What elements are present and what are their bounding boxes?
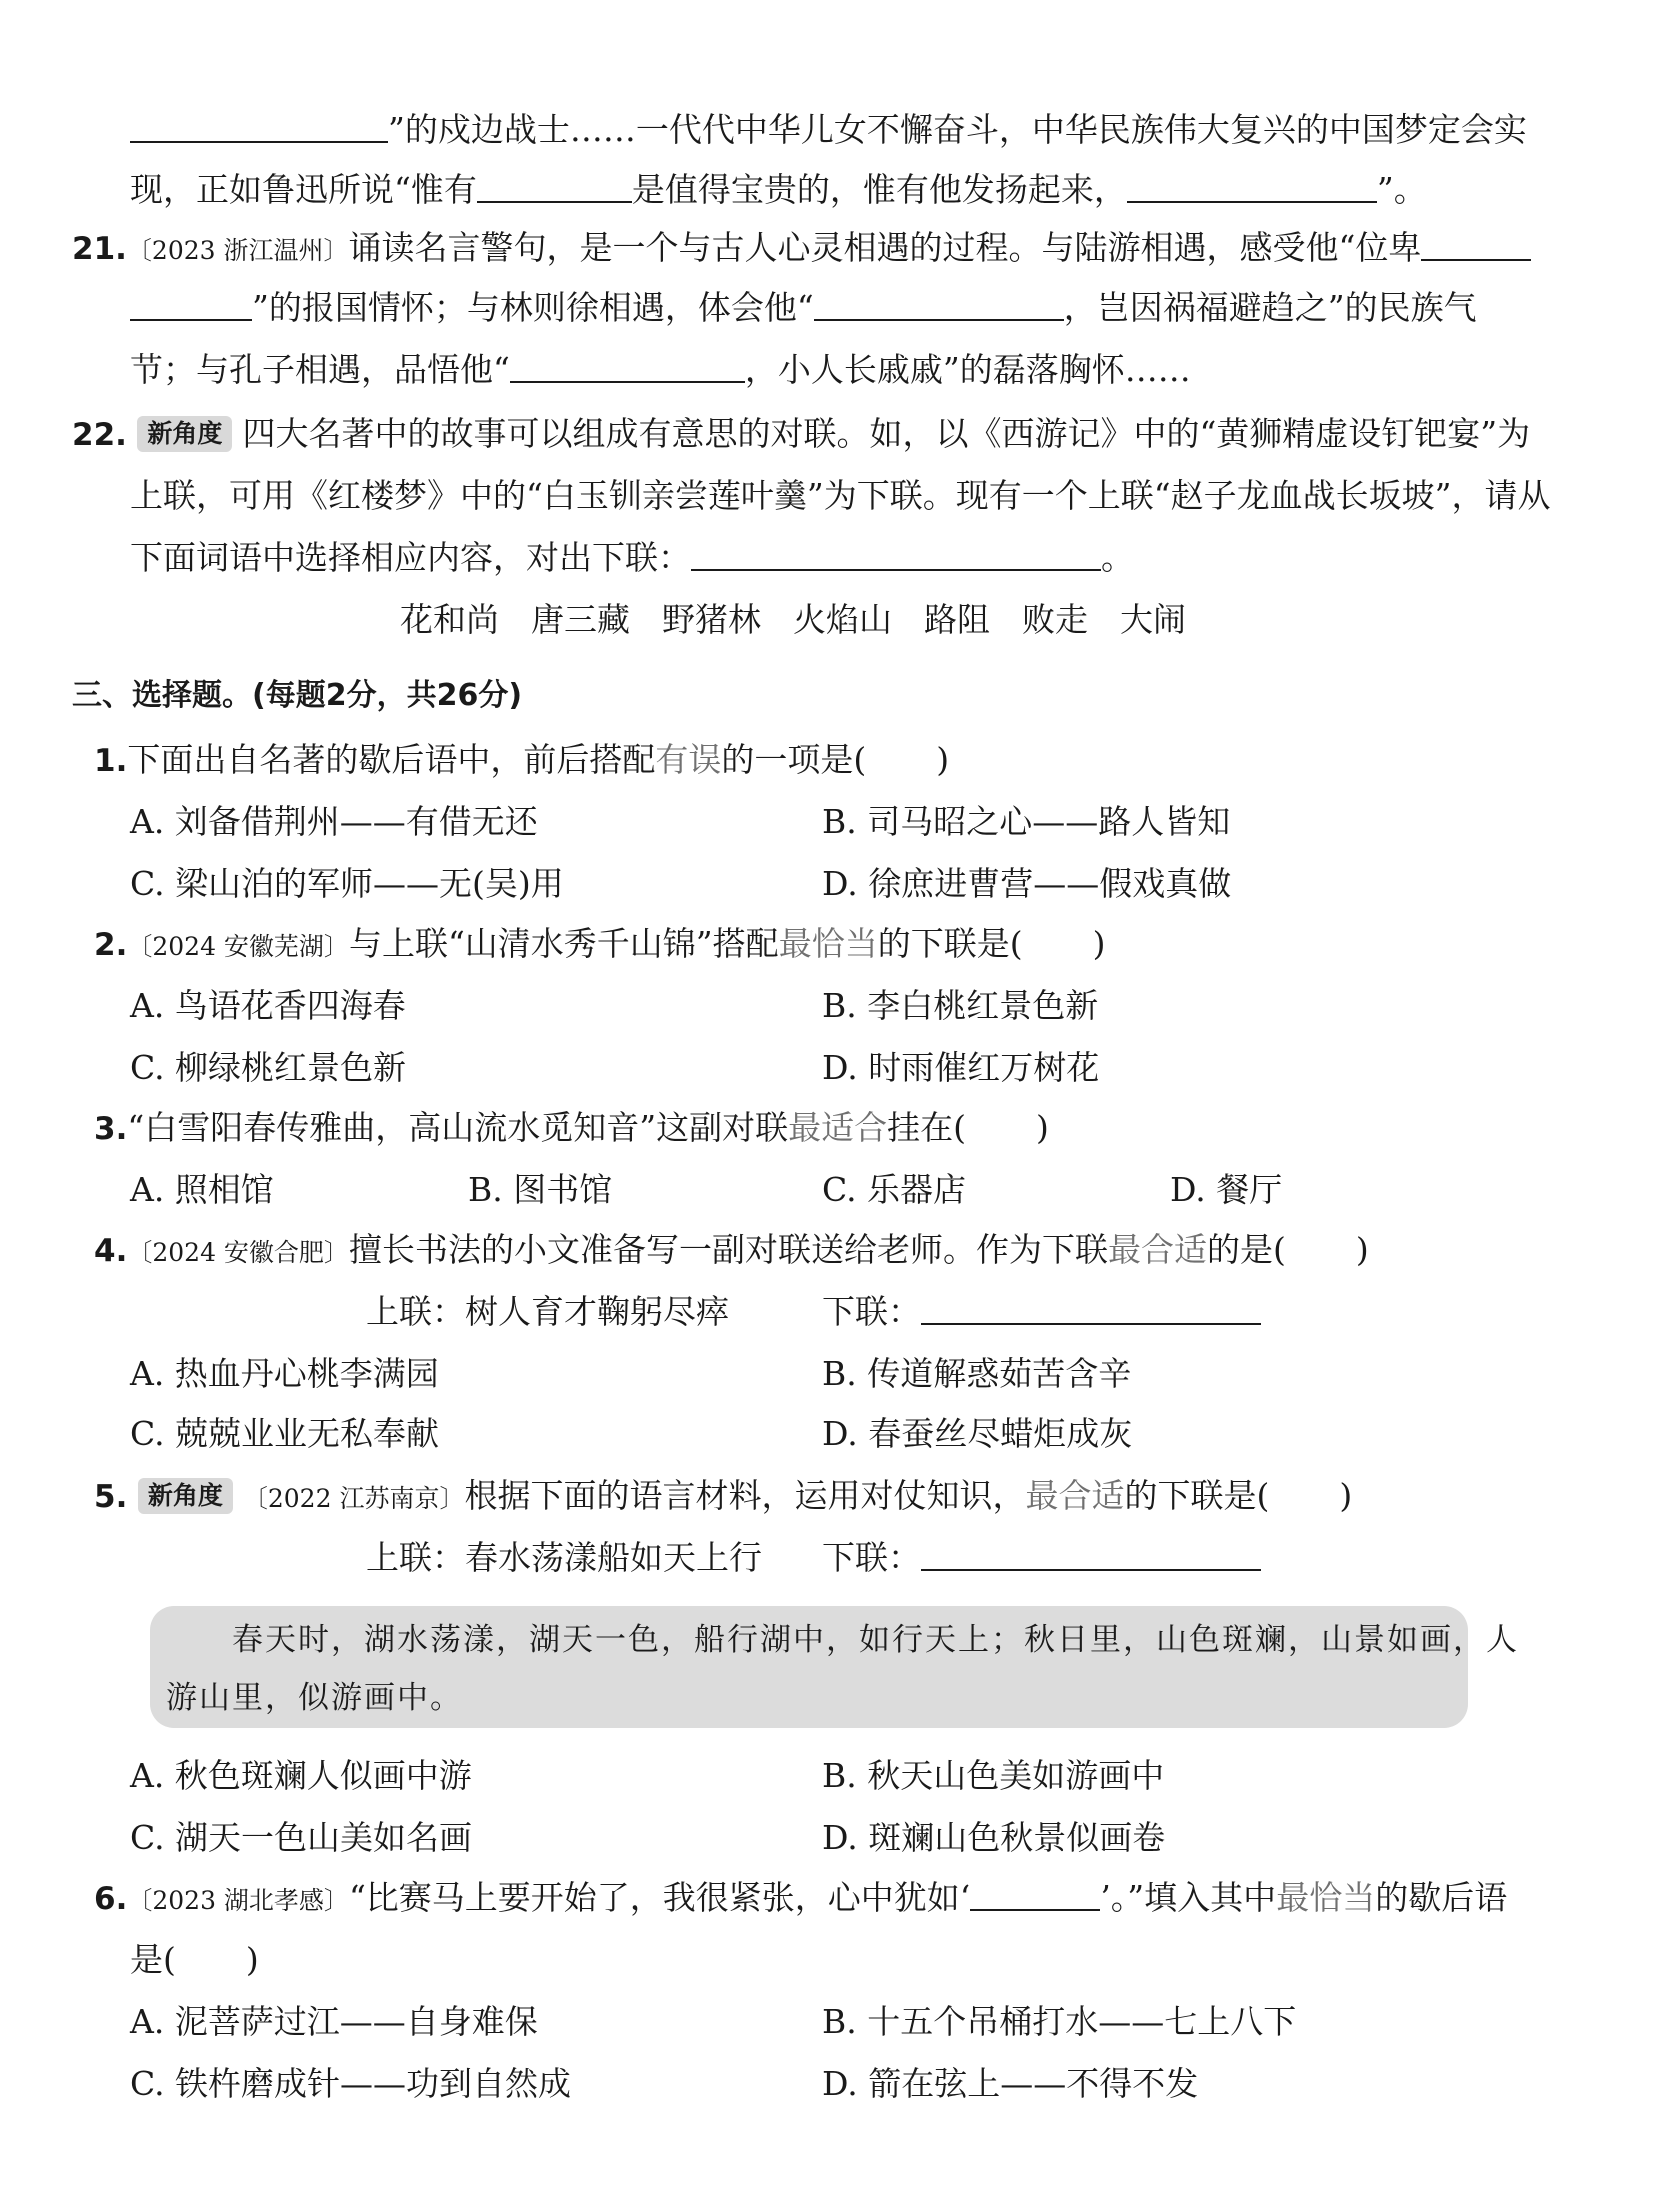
- c1-option-d[interactable]: D. 徐庶进曹营——假戏真做: [822, 864, 1232, 903]
- q22-line-2: 上联，可用《红楼梦》中的“白玉钏亲尝莲叶羹”为下联。现有一个上联“赵子龙血战长坂坡”，请从: [130, 476, 1551, 515]
- c3-number: 3.: [94, 1111, 128, 1147]
- c2-option-d[interactable]: D. 时雨催红万树花: [822, 1048, 1100, 1087]
- c6-blank: [970, 1875, 1100, 1911]
- c4-stem: 4.〔2024 安徽合肥〕擅长书法的小文准备写一副对联送给老师。作为下联最合适的是( ): [94, 1230, 1369, 1269]
- c1-option-b[interactable]: B. 司马昭之心——路人皆知: [822, 802, 1231, 841]
- c5-option-a[interactable]: A. 秋色斑斓人似画中游: [130, 1756, 472, 1795]
- c2-source: 〔2024 安徽芜湖〕: [127, 932, 349, 961]
- c4-option-d[interactable]: D. 春蚕丝尽蜡炬成灰: [822, 1414, 1133, 1453]
- c1-option-c[interactable]: C. 梁山泊的军师——无(吴)用: [130, 864, 564, 903]
- q22-number: 22.: [72, 417, 127, 453]
- q21-line-2: ”的报国情怀；与林则徐相遇，体会他“ ，岂因祸福避趋之”的民族气: [130, 284, 1477, 332]
- q22-line-1: 22. 新角度 四大名著中的故事可以组成有意思的对联。如，以《西游记》中的“黄狮精虚设钉钯宴”为: [72, 414, 1531, 453]
- c5-upper-couplet: 上联：春水荡漾船如天上行: [366, 1538, 762, 1577]
- c5-source: 〔2022 江苏南京〕: [242, 1484, 465, 1513]
- material-line-2: 游山里，似游画中。: [166, 1680, 463, 1716]
- c4-upper-couplet: 上联：树人育才鞠躬尽瘁: [366, 1292, 729, 1331]
- c3-option-c[interactable]: C. 乐器店: [822, 1170, 967, 1209]
- blank-top-1: [130, 107, 388, 143]
- c4-lower-blank: [921, 1289, 1261, 1325]
- c5-option-d[interactable]: D. 斑斓山色秋景似画卷: [822, 1818, 1166, 1857]
- c3-option-a[interactable]: A. 照相馆: [130, 1170, 274, 1209]
- c6-source: 〔2023 湖北孝感〕: [127, 1886, 349, 1915]
- c2-option-b[interactable]: B. 李白桃红景色新: [822, 986, 1099, 1025]
- c5-option-b[interactable]: B. 秋天山色美如游画中: [822, 1756, 1165, 1795]
- word-item: 花和尚: [400, 600, 499, 639]
- c3-stem: 3.“白雪阳春传雅曲，高山流水觅知音”这副对联最适合挂在( ): [94, 1108, 1049, 1147]
- c3-option-d[interactable]: D. 餐厅: [1170, 1170, 1283, 1209]
- word-item: 路阻: [924, 600, 990, 639]
- material-line-1: 春天时，湖水荡漾，湖天一色，船行湖中，如行天上；秋日里，山色斑斓，山景如画，人: [232, 1622, 1519, 1658]
- blank-top-2: [477, 167, 632, 203]
- c1-option-a[interactable]: A. 刘备借荆州——有借无还: [130, 802, 538, 841]
- q22-word-bank: [400, 596, 1218, 644]
- top-line-2: 现，正如鲁迅所说“惟有 是值得宝贵的，惟有他发扬起来， ”。: [130, 166, 1427, 214]
- c4-source: 〔2024 安徽合肥〕: [127, 1238, 349, 1267]
- c2-option-a[interactable]: A. 鸟语花香四海春: [130, 986, 406, 1025]
- c4-option-a[interactable]: A. 热血丹心桃李满园: [130, 1354, 439, 1393]
- word-item: 野猪林: [662, 600, 761, 639]
- word-item: 败走: [1022, 600, 1088, 639]
- c2-stem: 2.〔2024 安徽芜湖〕与上联“山清水秀千山锦”搭配最恰当的下联是( ): [94, 924, 1106, 963]
- word-item: 火焰山: [793, 600, 892, 639]
- c6-option-b[interactable]: B. 十五个吊桶打水——七上八下: [822, 2002, 1297, 2041]
- c6-number: 6.: [94, 1881, 128, 1917]
- c2-option-c[interactable]: C. 柳绿桃红景色新: [130, 1048, 407, 1087]
- q21-blank-1b: [130, 285, 252, 321]
- q21-blank-2: [814, 285, 1064, 321]
- q22-line-3: 下面词语中选择相应内容，对出下联： 。: [130, 534, 1134, 582]
- c6-option-d[interactable]: D. 箭在弦上——不得不发: [822, 2064, 1199, 2103]
- q21-source: 〔2023 浙江温州〕: [126, 236, 349, 265]
- c3-option-b[interactable]: B. 图书馆: [468, 1170, 613, 1209]
- c6-stem-1: 6.〔2023 湖北孝感〕“比赛马上要开始了，我很紧张，心中犹如‘ ’。”填入其中最恰当的歇后语: [94, 1874, 1507, 1925]
- c4-option-c[interactable]: C. 兢兢业业无私奉献: [130, 1414, 440, 1453]
- word-item: 大闹: [1120, 600, 1186, 639]
- c4-number: 4.: [94, 1233, 128, 1269]
- q21-line-3: 节；与孔子相遇，品悟他“ ，小人长戚戚”的磊落胸怀……: [130, 346, 1191, 394]
- c5-lower-couplet: 下联：: [822, 1534, 1261, 1582]
- word-item: 唐三藏: [531, 600, 630, 639]
- c6-stem-2: 是( ): [130, 1940, 259, 1979]
- new-angle-tag: 新角度: [138, 1478, 233, 1514]
- q21-blank-1a: [1421, 225, 1531, 261]
- new-angle-tag: 新角度: [137, 416, 232, 452]
- c4-option-b[interactable]: B. 传道解惑茹苦含辛: [822, 1354, 1132, 1393]
- c2-number: 2.: [94, 927, 128, 963]
- top-line-1: ”的戍边战士……一代代中华儿女不懈奋斗，中华民族伟大复兴的中国梦定会实: [130, 106, 1527, 154]
- q21-line-1: 21.〔2023 浙江温州〕诵读名言警句，是一个与古人心灵相遇的过程。与陆游相遇，感受他“位卑: [72, 224, 1531, 275]
- c6-option-c[interactable]: C. 铁杵磨成针——功到自然成: [130, 2064, 572, 2103]
- c5-number: 5.: [94, 1479, 128, 1515]
- c5-stem: 5. 新角度 〔2022 江苏南京〕根据下面的语言材料，运用对仗知识，最合适的下联是( ): [94, 1476, 1353, 1515]
- c1-number: 1.: [94, 743, 128, 779]
- c6-option-a[interactable]: A. 泥菩萨过江——自身难保: [130, 2002, 538, 2041]
- c5-option-c[interactable]: C. 湖天一色山美如名画: [130, 1818, 473, 1857]
- section-title: 三、选择题。(每题2分，共26分): [72, 678, 523, 713]
- c1-stem: 1.下面出自名著的歇后语中，前后搭配有误的一项是( ): [94, 740, 950, 779]
- q22-answer-blank: [691, 535, 1101, 571]
- q21-number: 21.: [72, 231, 127, 267]
- c4-lower-couplet: 下联：: [822, 1288, 1261, 1336]
- blank-top-3: [1127, 167, 1377, 203]
- q21-blank-3: [510, 347, 745, 383]
- c5-lower-blank: [921, 1535, 1261, 1571]
